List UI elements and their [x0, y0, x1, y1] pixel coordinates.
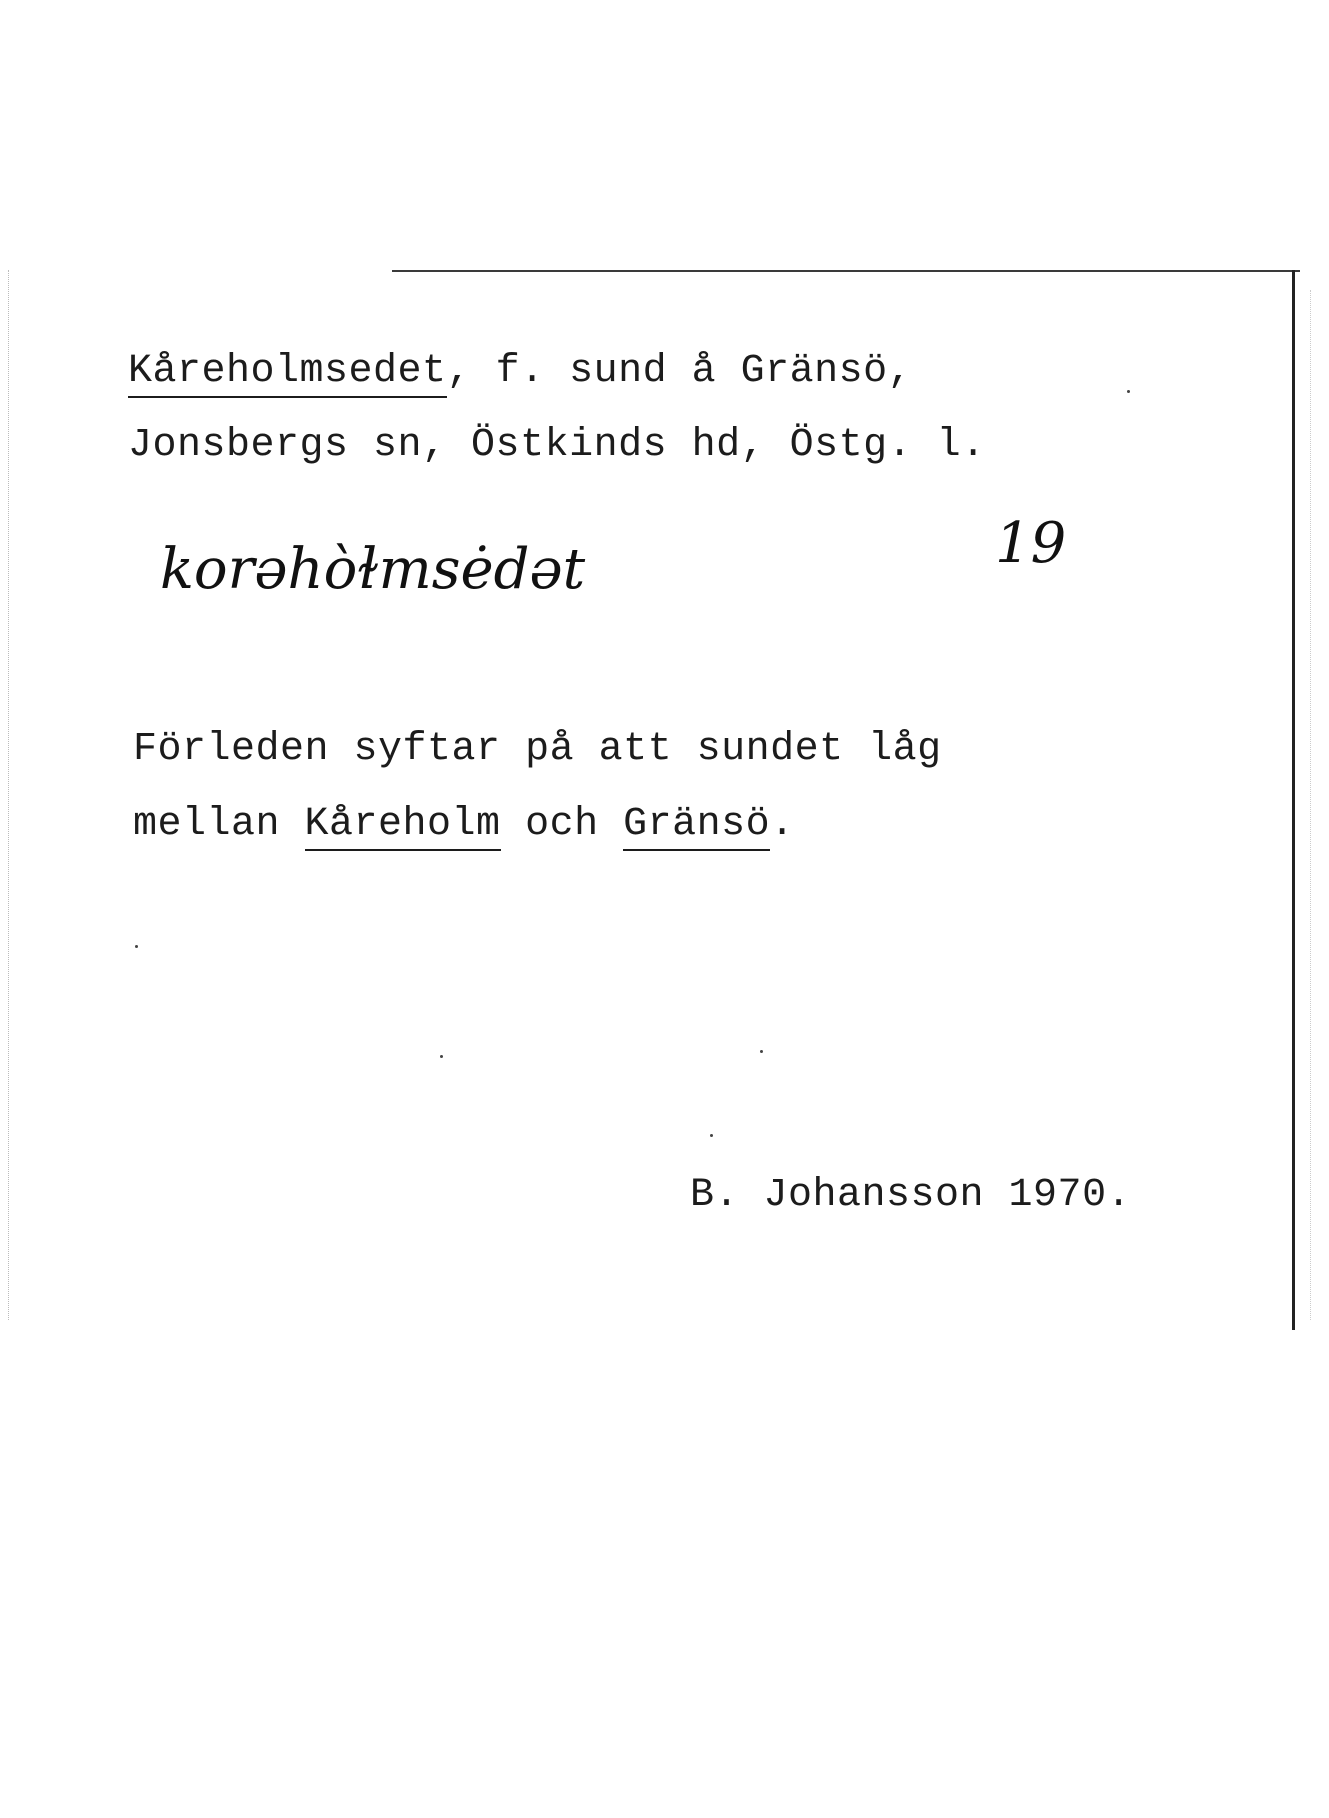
card-top-border: [392, 270, 1300, 272]
entry-line-2: Jonsbergs sn, Östkinds hd, Östg. l.: [128, 423, 986, 468]
speck: [135, 945, 138, 948]
place-reference-kareholm: Kåreholm: [305, 802, 501, 851]
speck: [440, 1055, 443, 1058]
body-line-1: Förleden syftar på att sundet låg: [133, 727, 942, 772]
speck: [710, 1134, 713, 1137]
signature: B. Johansson 1970.: [690, 1173, 1132, 1218]
scan-edge-left: [8, 270, 15, 1320]
headword: Kåreholmsedet: [128, 349, 447, 398]
scan-edge-right: [1310, 290, 1317, 1320]
place-reference-granso: Gränsö: [623, 802, 770, 851]
body-line-2-start: mellan: [133, 802, 305, 847]
handwritten-pronunciation: korəhòɫmsėdət: [160, 537, 586, 602]
speck: [1127, 390, 1130, 393]
entry-line-1: [128, 348, 912, 396]
entry-line-1-rest: , f. sund å Gränsö,: [446, 349, 913, 394]
body-line-2-middle: och: [500, 802, 624, 847]
body-line-2: [133, 801, 795, 849]
speck: [760, 1050, 763, 1053]
handwritten-number: 19: [995, 511, 1067, 576]
body-line-2-end: .: [770, 802, 795, 847]
card-right-border: [1292, 270, 1295, 1330]
